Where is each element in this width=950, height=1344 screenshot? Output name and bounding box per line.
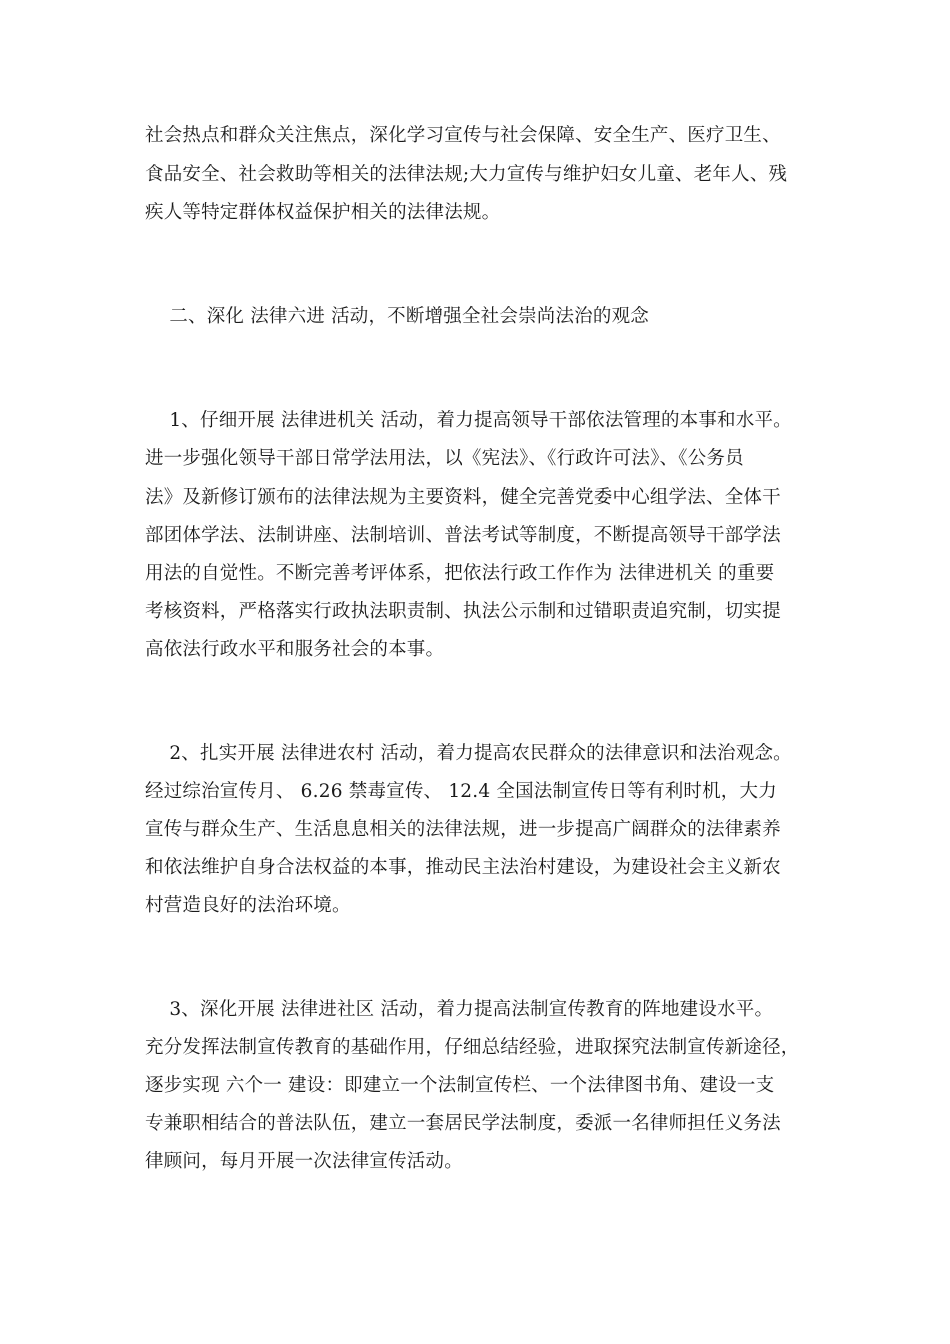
text-line: 宣传与群众生产、生活息息相关的法律法规，进一步提高广阔群众的法律素养 [145, 819, 781, 840]
text-line: 逐步实现 六个一 建设：即建立一个法制宣传栏、一个法律图书角、建设一支 [145, 1075, 775, 1096]
text-line: 村营造良好的法治环境。 [145, 895, 351, 916]
text-line: 律顾问，每月开展一次法律宣传活动。 [145, 1151, 463, 1172]
heading-text: 二、深化 法律六进 活动，不断增强全社会崇尚法治的观念 [145, 306, 649, 327]
text-line: 充分发挥法制宣传教育的基础作用，仔细总结经验，进取探究法制宣传新途径， [145, 1037, 800, 1058]
text-line: 1、仔细开展 法律进机关 活动，着力提高领导干部依法管理的本事和水平。 [145, 410, 792, 431]
text-line: 部团体学法、法制讲座、法制培训、普法考试等制度，不断提高领导干部学法 [145, 525, 781, 546]
text-line: 社会热点和群众关注焦点，深化学习宣传与社会保障、安全生产、医疗卫生、 [145, 125, 781, 146]
text-line: 疾人等特定群体权益保护相关的法律法规。 [145, 202, 501, 223]
text-line: 经过综治宣传月、 6.26 禁毒宣传、 12.4 全国法制宣传日等有利时机，大力 [145, 781, 777, 802]
text-line: 2、扎实开展 法律进农村 活动，着力提高农民群众的法律意识和法治观念。 [145, 743, 792, 764]
text-line: 法》及新修订颁布的法律法规为主要资料，健全完善党委中心组学法、全体干 [145, 487, 781, 508]
text-line: 和依法维护自身合法权益的本事，推动民主法治村建设，为建设社会主义新农 [145, 857, 781, 878]
text-line: 3、深化开展 法律进社区 活动，着力提高法制宣传教育的阵地建设水平。 [145, 999, 774, 1020]
text-line: 用法的自觉性。不断完善考评体系，把依法行政工作作为 法律进机关 的重要 [145, 563, 775, 584]
text-line: 考核资料，严格落实行政执法职责制、执法公示制和过错职责追究制，切实提 [145, 601, 781, 622]
text-line: 进一步强化领导干部日常学法用法，以《宪法》、《行政许可法》、《公务员 [145, 448, 744, 469]
text-line: 食品安全、社会救助等相关的法律法规;大力宣传与维护妇女儿童、老年人、残 [145, 164, 788, 185]
text-line: 高依法行政水平和服务社会的本事。 [145, 639, 445, 660]
text-line: 专兼职相结合的普法队伍，建立一套居民学法制度，委派一名律师担任义务法 [145, 1113, 781, 1134]
